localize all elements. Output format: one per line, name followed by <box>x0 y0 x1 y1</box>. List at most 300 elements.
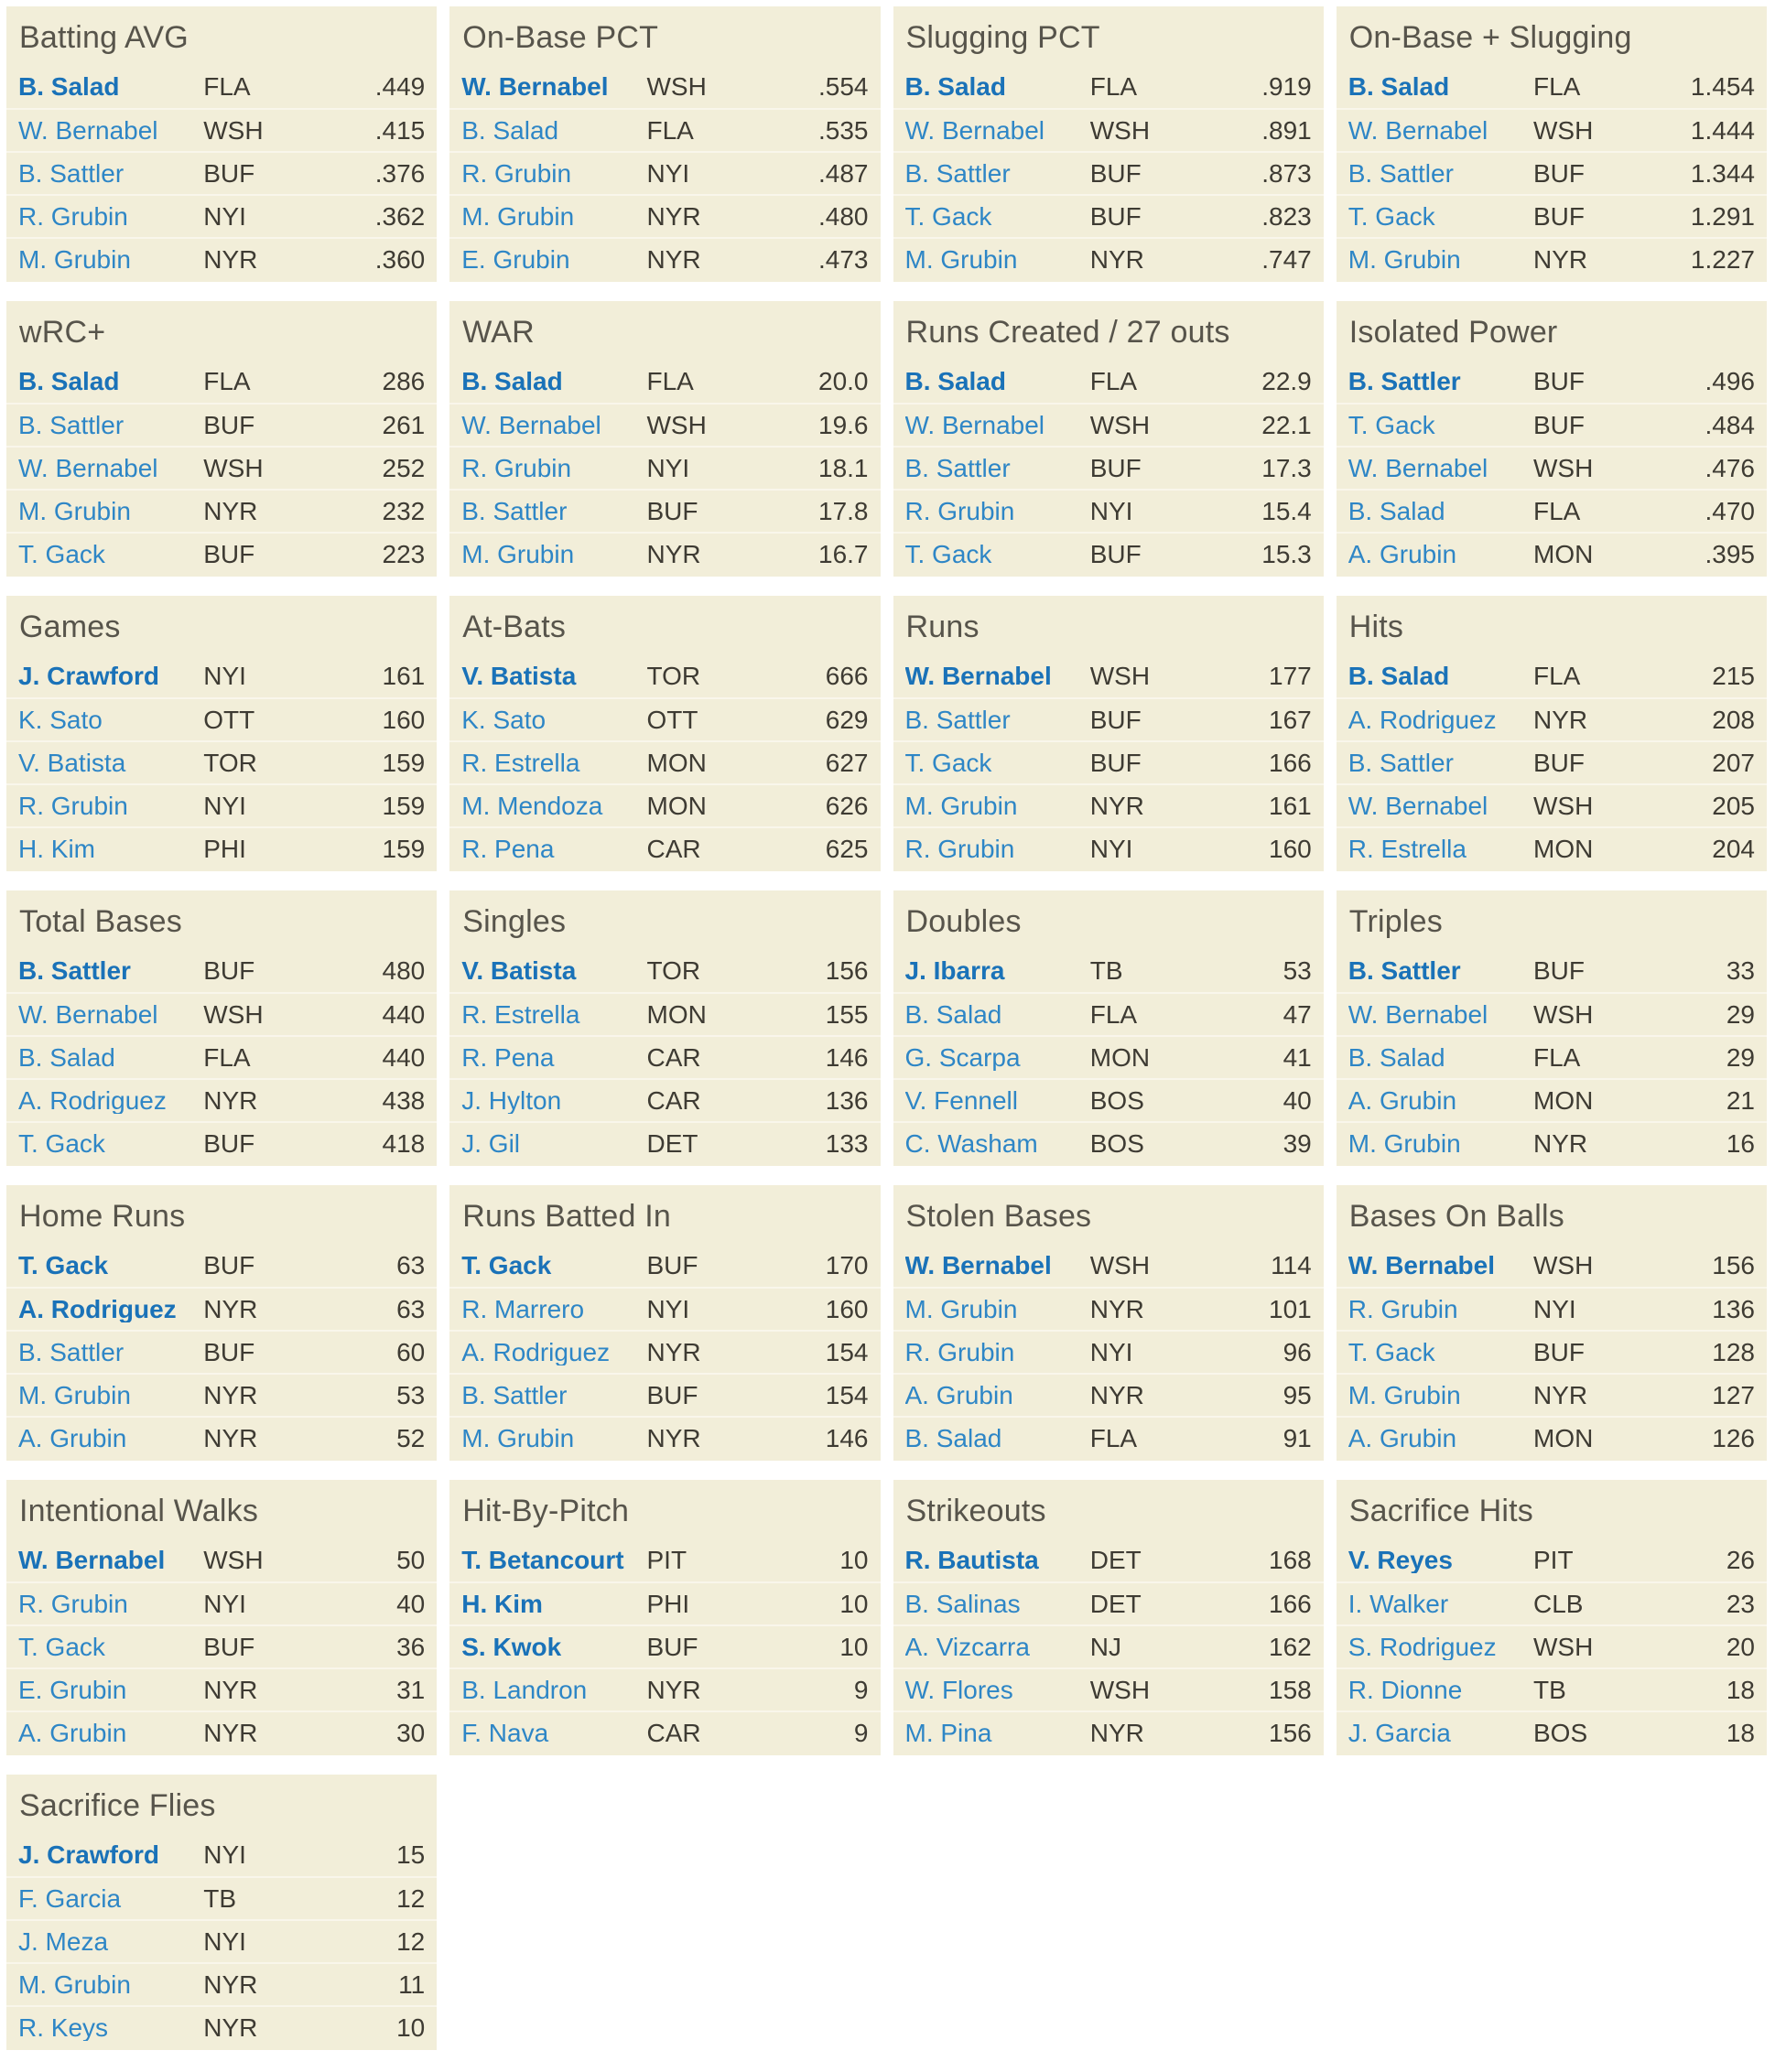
player-link[interactable]: B. Sattler <box>18 412 124 438</box>
leaderboard-row <box>1337 1538 1767 1581</box>
player-link[interactable]: A. Grubin <box>1347 1087 1457 1114</box>
player-link[interactable]: K. Sato <box>461 707 547 733</box>
player-link[interactable]: M. Grubin <box>1347 1382 1461 1408</box>
team-abbr: BUF <box>203 410 255 439</box>
leaderboard-row <box>6 237 437 280</box>
player-link-leader[interactable]: T. Gack <box>461 1252 552 1279</box>
team-abbr: NYI <box>1089 1337 1133 1366</box>
leaderboard-row <box>6 949 437 992</box>
player-link[interactable]: W. Bernabel <box>1347 117 1488 144</box>
player-link-leader[interactable]: B. Salad <box>1347 73 1450 100</box>
team-abbr: MON <box>1089 1042 1151 1072</box>
leaderboard-row <box>893 992 1324 1035</box>
player-link-leader[interactable]: W. Bernabel <box>904 1252 1052 1279</box>
stat-value: 204 <box>1712 834 1755 863</box>
team-abbr: NYI <box>1089 834 1133 863</box>
stat-value: .919 <box>1261 71 1312 101</box>
stat-value: 146 <box>825 1042 869 1072</box>
leaderboard-row <box>6 1244 437 1287</box>
leaderboard-row <box>1337 1035 1767 1078</box>
stat-value: 418 <box>382 1128 426 1158</box>
panel-title: Sacrifice Hits <box>1348 1494 1533 1528</box>
player-link[interactable]: J. Meza <box>18 1928 109 1955</box>
stat-value: 1.344 <box>1690 158 1755 188</box>
player-link[interactable]: T. Gack <box>904 541 992 567</box>
player-link[interactable]: B. Salad <box>904 1001 1002 1028</box>
player-link[interactable]: B. Sattler <box>904 160 1011 187</box>
team-abbr: BUF <box>1089 158 1142 188</box>
leaderboard-row <box>6 403 437 446</box>
stat-value: .747 <box>1261 244 1312 274</box>
player-link[interactable]: G. Scarpa <box>904 1044 1021 1071</box>
player-link-leader[interactable]: S. Kwok <box>461 1634 562 1660</box>
leaderboard-row <box>1337 403 1767 446</box>
player-link[interactable]: M. Pina <box>904 1720 992 1746</box>
player-link[interactable]: R. Estrella <box>461 750 580 776</box>
player-link-leader[interactable]: W. Bernabel <box>461 73 609 100</box>
team-abbr: BUF <box>646 1380 698 1409</box>
player-link[interactable]: W. Bernabel <box>904 412 1045 438</box>
stat-value: 480 <box>382 955 426 985</box>
team-abbr: BUF <box>1533 366 1585 395</box>
player-link[interactable]: W. Bernabel <box>1347 793 1488 819</box>
stat-value: 29 <box>1726 999 1755 1029</box>
player-link[interactable]: B. Salad <box>1347 498 1445 524</box>
player-link[interactable]: R. Grubin <box>904 1339 1015 1365</box>
player-link-leader[interactable]: J. Ibarra <box>904 957 1005 984</box>
player-link[interactable]: F. Garcia <box>18 1885 122 1912</box>
leaderboard-row <box>6 1581 437 1624</box>
leaderboard-row <box>893 654 1324 697</box>
player-link[interactable]: W. Bernabel <box>1347 455 1488 481</box>
player-link[interactable]: R. Estrella <box>1347 836 1467 862</box>
player-link[interactable]: M. Grubin <box>461 1425 575 1451</box>
player-link-leader[interactable]: T. Betancourt <box>461 1547 624 1573</box>
stat-value: 15.3 <box>1261 539 1312 568</box>
team-abbr: NYI <box>646 1294 690 1323</box>
player-link[interactable]: M. Grubin <box>904 246 1018 273</box>
team-abbr: BUF <box>203 1128 255 1158</box>
stat-panel <box>1337 1185 1767 1461</box>
stat-value: 159 <box>382 748 426 777</box>
player-link[interactable]: R. Grubin <box>18 1591 128 1617</box>
player-link[interactable]: B. Landron <box>461 1677 588 1703</box>
player-link[interactable]: R. Dionne <box>1347 1677 1463 1703</box>
team-abbr: NYR <box>1089 1294 1144 1323</box>
player-link[interactable]: T. Gack <box>1347 1339 1435 1365</box>
leaderboard-row <box>449 360 880 403</box>
player-link[interactable]: H. Kim <box>18 836 95 862</box>
stat-value: 101 <box>1269 1294 1312 1323</box>
team-abbr: FLA <box>1533 496 1581 525</box>
player-link[interactable]: B. Sattler <box>18 160 124 187</box>
player-link[interactable]: F. Nava <box>461 1720 549 1746</box>
leaderboard-row <box>6 1287 437 1330</box>
leaderboard-row <box>6 1876 437 1919</box>
stat-value: 626 <box>825 791 869 820</box>
player-link[interactable]: T. Gack <box>18 541 105 567</box>
leaderboard-row <box>6 1538 437 1581</box>
team-abbr: BUF <box>203 1632 255 1661</box>
team-abbr: CAR <box>646 834 701 863</box>
team-abbr: NYR <box>646 1423 701 1452</box>
stat-value: 161 <box>382 661 426 690</box>
team-abbr: MON <box>1533 539 1594 568</box>
team-abbr: NYR <box>1089 1380 1144 1409</box>
player-link[interactable]: A. Rodriguez <box>1347 707 1497 733</box>
team-abbr: TOR <box>203 748 257 777</box>
player-link-leader[interactable]: T. Gack <box>18 1252 109 1279</box>
team-abbr: NYR <box>646 1675 701 1704</box>
player-link[interactable]: R. Grubin <box>461 160 572 187</box>
player-link-leader[interactable]: J. Crawford <box>18 663 160 689</box>
team-abbr: WSH <box>203 1545 264 1574</box>
player-link[interactable]: V. Batista <box>18 750 126 776</box>
player-link-leader[interactable]: B. Sattler <box>18 957 131 984</box>
leaderboard-row <box>449 740 880 783</box>
player-link[interactable]: R. Grubin <box>18 203 128 230</box>
panel-title: Slugging PCT <box>905 20 1100 55</box>
stat-value: .415 <box>374 115 426 145</box>
stat-value: .496 <box>1705 366 1755 395</box>
leaderboard-row <box>6 1035 437 1078</box>
team-abbr: NYR <box>1533 1380 1588 1409</box>
player-link[interactable]: J. Gil <box>461 1130 521 1157</box>
panel-title: Games <box>19 610 121 644</box>
panel-title: Triples <box>1348 904 1443 939</box>
player-link[interactable]: I. Walker <box>1347 1591 1449 1617</box>
player-link[interactable]: K. Sato <box>18 707 103 733</box>
player-link[interactable]: R. Grubin <box>461 455 572 481</box>
leaderboard-row <box>1337 1710 1767 1754</box>
leaderboard-row <box>6 2005 437 2048</box>
stat-panel <box>1337 1480 1767 1755</box>
team-abbr: NYI <box>646 158 690 188</box>
player-link[interactable]: R. Grubin <box>18 793 128 819</box>
leaderboard-row <box>6 1121 437 1164</box>
team-abbr: FLA <box>1533 71 1581 101</box>
player-link[interactable]: A. Grubin <box>18 1720 127 1746</box>
player-link[interactable]: R. Grubin <box>904 836 1015 862</box>
stat-value: 215 <box>1712 661 1755 690</box>
player-link[interactable]: A. Grubin <box>1347 541 1457 567</box>
player-link[interactable]: W. Bernabel <box>18 455 158 481</box>
player-link-leader[interactable]: R. Bautista <box>904 1547 1039 1573</box>
leaderboard-row <box>449 446 880 489</box>
player-link-leader[interactable]: B. Sattler <box>1347 368 1461 394</box>
player-link[interactable]: R. Pena <box>461 836 555 862</box>
stat-value: 10 <box>396 2013 426 2042</box>
leaderboard-row <box>893 1416 1324 1459</box>
player-link[interactable]: B. Sattler <box>1347 160 1454 187</box>
panel-title: wRC+ <box>19 315 106 350</box>
team-abbr: NYR <box>203 1718 258 1747</box>
leaderboard-row <box>893 949 1324 992</box>
player-link[interactable]: M. Grubin <box>18 246 131 273</box>
leaderboard-row <box>1337 1121 1767 1164</box>
leaderboard-row <box>893 108 1324 151</box>
team-abbr: NJ <box>1089 1632 1121 1661</box>
leaderboard-row <box>6 1330 437 1373</box>
leaderboard-row <box>1337 194 1767 237</box>
leaderboard-row <box>449 654 880 697</box>
team-abbr: BOS <box>1089 1085 1144 1115</box>
player-link[interactable]: M. Grubin <box>904 793 1018 819</box>
team-abbr: WSH <box>1533 1632 1594 1661</box>
player-link[interactable]: B. Salinas <box>904 1591 1021 1617</box>
stat-value: 627 <box>825 748 869 777</box>
stat-value: 50 <box>396 1545 426 1574</box>
player-link[interactable]: R. Pena <box>461 1044 555 1071</box>
panel-title: Hit-By-Pitch <box>462 1494 630 1528</box>
player-link[interactable]: A. Vizcarra <box>904 1634 1030 1660</box>
leaderboard-row <box>449 949 880 992</box>
player-link[interactable]: S. Rodriguez <box>1347 1634 1497 1660</box>
leaderboard-row <box>449 1416 880 1459</box>
player-link[interactable]: R. Estrella <box>461 1001 580 1028</box>
leaderboard-row <box>1337 151 1767 194</box>
player-link-leader[interactable]: W. Bernabel <box>18 1547 166 1573</box>
panel-title: Total Bases <box>19 904 182 939</box>
player-link[interactable]: M. Grubin <box>904 1296 1018 1322</box>
player-link[interactable]: T. Gack <box>1347 412 1435 438</box>
stat-value: 167 <box>1269 705 1312 734</box>
player-link[interactable]: A. Rodriguez <box>18 1087 167 1114</box>
panel-title: WAR <box>462 315 535 350</box>
panel-title: Intentional Walks <box>19 1494 259 1528</box>
stat-panel <box>893 1480 1324 1755</box>
player-link-leader[interactable]: B. Sattler <box>1347 957 1461 984</box>
leaderboard-row <box>449 1373 880 1416</box>
player-link[interactable]: C. Washam <box>904 1130 1038 1157</box>
leaderboard-row <box>449 1710 880 1754</box>
leaderboard-row <box>893 360 1324 403</box>
stat-value: .473 <box>818 244 869 274</box>
player-link[interactable]: B. Salad <box>1347 1044 1445 1071</box>
leaderboard-row <box>449 108 880 151</box>
player-link-leader[interactable]: J. Crawford <box>18 1841 160 1868</box>
stat-value: 155 <box>825 999 869 1029</box>
stat-value: 208 <box>1712 705 1755 734</box>
team-abbr: NYI <box>203 661 246 690</box>
stat-value: .484 <box>1705 410 1755 439</box>
stat-value: 15 <box>396 1840 426 1869</box>
leaderboard-row <box>1337 360 1767 403</box>
player-link[interactable]: A. Rodriguez <box>461 1339 611 1365</box>
leaderboard-row <box>893 1121 1324 1164</box>
player-link-leader[interactable]: V. Batista <box>461 957 577 984</box>
player-link[interactable]: W. Flores <box>904 1677 1013 1703</box>
stat-value: 16 <box>1726 1128 1755 1158</box>
stat-value: 53 <box>1283 955 1312 985</box>
team-abbr: MON <box>646 791 707 820</box>
stat-value: 136 <box>1712 1294 1755 1323</box>
player-link[interactable]: R. Marrero <box>461 1296 585 1322</box>
stat-value: 160 <box>1269 834 1312 863</box>
player-link[interactable]: A. Grubin <box>904 1382 1013 1408</box>
player-link-leader[interactable]: H. Kim <box>461 1591 543 1617</box>
player-link[interactable]: E. Grubin <box>461 246 570 273</box>
player-link-leader[interactable]: A. Rodriguez <box>18 1296 177 1322</box>
team-abbr: BUF <box>203 1337 255 1366</box>
player-link[interactable]: W. Bernabel <box>461 412 601 438</box>
leaderboard-row <box>6 1416 437 1459</box>
player-link[interactable]: T. Gack <box>1347 203 1435 230</box>
player-link[interactable]: E. Grubin <box>18 1677 127 1703</box>
team-abbr: WSH <box>1533 1250 1594 1279</box>
leaderboard-row <box>1337 1581 1767 1624</box>
player-link[interactable]: M. Grubin <box>18 1971 131 1998</box>
player-link[interactable]: M. Grubin <box>461 541 575 567</box>
player-link[interactable]: B. Salad <box>18 1044 115 1071</box>
player-link[interactable]: W. Bernabel <box>1347 1001 1488 1028</box>
leaderboard-row <box>1337 949 1767 992</box>
player-link[interactable]: M. Mendoza <box>461 793 603 819</box>
player-link[interactable]: W. Bernabel <box>18 1001 158 1028</box>
stat-value: 91 <box>1283 1423 1312 1452</box>
team-abbr: NYR <box>1533 1128 1588 1158</box>
player-link-leader[interactable]: B. Salad <box>904 73 1006 100</box>
leaderboard-row <box>893 1078 1324 1121</box>
player-link[interactable]: V. Fennell <box>904 1087 1018 1114</box>
stat-value: 232 <box>382 496 426 525</box>
player-link[interactable]: M. Grubin <box>18 1382 131 1408</box>
player-link[interactable]: B. Salad <box>461 117 559 144</box>
stat-value: 39 <box>1283 1128 1312 1158</box>
stat-panel <box>6 1775 437 2050</box>
player-link-leader[interactable]: V. Batista <box>461 663 577 689</box>
player-link[interactable]: B. Sattler <box>904 707 1011 733</box>
stat-value: 9 <box>853 1675 869 1704</box>
player-link[interactable]: A. Grubin <box>1347 1425 1457 1451</box>
player-link[interactable]: T. Gack <box>904 203 992 230</box>
player-link[interactable]: R. Grubin <box>904 498 1015 524</box>
stat-panel <box>893 301 1324 577</box>
team-abbr: NYR <box>203 244 258 274</box>
leaderboard-row <box>893 1710 1324 1754</box>
player-link[interactable]: R. Keys <box>18 2014 109 2041</box>
stat-panel <box>1337 301 1767 577</box>
team-abbr: FLA <box>1089 71 1138 101</box>
player-link-leader[interactable]: B. Salad <box>461 368 563 394</box>
stat-value: .362 <box>374 201 426 231</box>
leaderboard-row <box>1337 654 1767 697</box>
team-abbr: NYR <box>203 1675 258 1704</box>
player-link[interactable]: J. Hylton <box>461 1087 562 1114</box>
stat-value: 159 <box>382 791 426 820</box>
team-abbr: MON <box>1533 834 1594 863</box>
stat-value: .487 <box>818 158 869 188</box>
stat-value: 17.8 <box>818 496 869 525</box>
team-abbr: WSH <box>1533 453 1594 482</box>
player-link-leader[interactable]: B. Salad <box>18 368 120 394</box>
leaderboard-row <box>6 65 437 108</box>
player-link[interactable]: T. Gack <box>18 1634 105 1660</box>
team-abbr: BUF <box>1089 453 1142 482</box>
team-abbr: NYR <box>646 1337 701 1366</box>
player-link[interactable]: B. Sattler <box>18 1339 124 1365</box>
stat-value: 114 <box>1271 1250 1312 1279</box>
player-link-leader[interactable]: B. Salad <box>18 73 120 100</box>
player-link[interactable]: M. Grubin <box>18 498 131 524</box>
player-link[interactable]: R. Grubin <box>1347 1296 1458 1322</box>
leaderboard-row <box>1337 446 1767 489</box>
stat-value: 21 <box>1726 1085 1755 1115</box>
player-link-leader[interactable]: B. Salad <box>1347 663 1450 689</box>
stat-value: 10 <box>839 1589 869 1618</box>
player-link-leader[interactable]: W. Bernabel <box>904 663 1052 689</box>
team-abbr: WSH <box>1089 115 1151 145</box>
team-abbr: WSH <box>203 999 264 1029</box>
stat-value: 26 <box>1726 1545 1755 1574</box>
team-abbr: CLB <box>1533 1589 1584 1618</box>
player-link[interactable]: T. Gack <box>904 750 992 776</box>
stat-value: 438 <box>382 1085 426 1115</box>
team-abbr: NYI <box>203 1840 246 1869</box>
leaderboard-row <box>1337 237 1767 280</box>
team-abbr: NYR <box>203 2013 258 2042</box>
player-link[interactable]: M. Grubin <box>1347 246 1461 273</box>
stat-value: 12 <box>396 1883 426 1913</box>
stat-panel <box>449 1480 880 1755</box>
leaderboard-row <box>449 1287 880 1330</box>
player-link-leader[interactable]: B. Salad <box>904 368 1006 394</box>
player-link[interactable]: W. Bernabel <box>904 117 1045 144</box>
leaderboard-row <box>6 992 437 1035</box>
player-link[interactable]: B. Sattler <box>461 498 568 524</box>
leaderboard-row <box>893 826 1324 869</box>
player-link-leader[interactable]: W. Bernabel <box>1347 1252 1496 1279</box>
team-abbr: CAR <box>646 1085 701 1115</box>
team-abbr: BUF <box>646 496 698 525</box>
leaderboard-row <box>893 403 1324 446</box>
stat-panel <box>6 596 437 871</box>
team-abbr: PIT <box>1533 1545 1574 1574</box>
player-link[interactable]: T. Gack <box>18 1130 105 1157</box>
stat-value: 629 <box>825 705 869 734</box>
player-link[interactable]: M. Grubin <box>1347 1130 1461 1157</box>
team-abbr: NYR <box>646 201 701 231</box>
leaderboard-row <box>6 783 437 826</box>
team-abbr: BUF <box>1533 1337 1585 1366</box>
player-link[interactable]: B. Sattler <box>904 455 1011 481</box>
team-abbr: MON <box>1533 1085 1594 1115</box>
player-link[interactable]: J. Garcia <box>1347 1720 1451 1746</box>
leaderboard-row <box>449 783 880 826</box>
player-link[interactable]: B. Sattler <box>461 1382 568 1408</box>
team-abbr: NYI <box>1089 496 1133 525</box>
leaderboard-row <box>449 1121 880 1164</box>
team-abbr: PIT <box>646 1545 687 1574</box>
player-link-leader[interactable]: V. Reyes <box>1347 1547 1453 1573</box>
stat-value: 156 <box>825 955 869 985</box>
team-abbr: BOS <box>1089 1128 1144 1158</box>
team-abbr: NYI <box>203 791 246 820</box>
player-link[interactable]: M. Grubin <box>461 203 575 230</box>
stat-value: 160 <box>382 705 426 734</box>
stat-value: .554 <box>818 71 869 101</box>
player-link[interactable]: W. Bernabel <box>18 117 158 144</box>
player-link[interactable]: B. Salad <box>904 1425 1002 1451</box>
stat-value: 60 <box>396 1337 426 1366</box>
player-link[interactable]: A. Grubin <box>18 1425 127 1451</box>
team-abbr: TOR <box>646 661 701 690</box>
stat-value: 33 <box>1726 955 1755 985</box>
player-link[interactable]: B. Sattler <box>1347 750 1454 776</box>
team-abbr: NYR <box>203 1294 258 1323</box>
stat-value: 1.444 <box>1690 115 1755 145</box>
leaderboard-row <box>893 237 1324 280</box>
